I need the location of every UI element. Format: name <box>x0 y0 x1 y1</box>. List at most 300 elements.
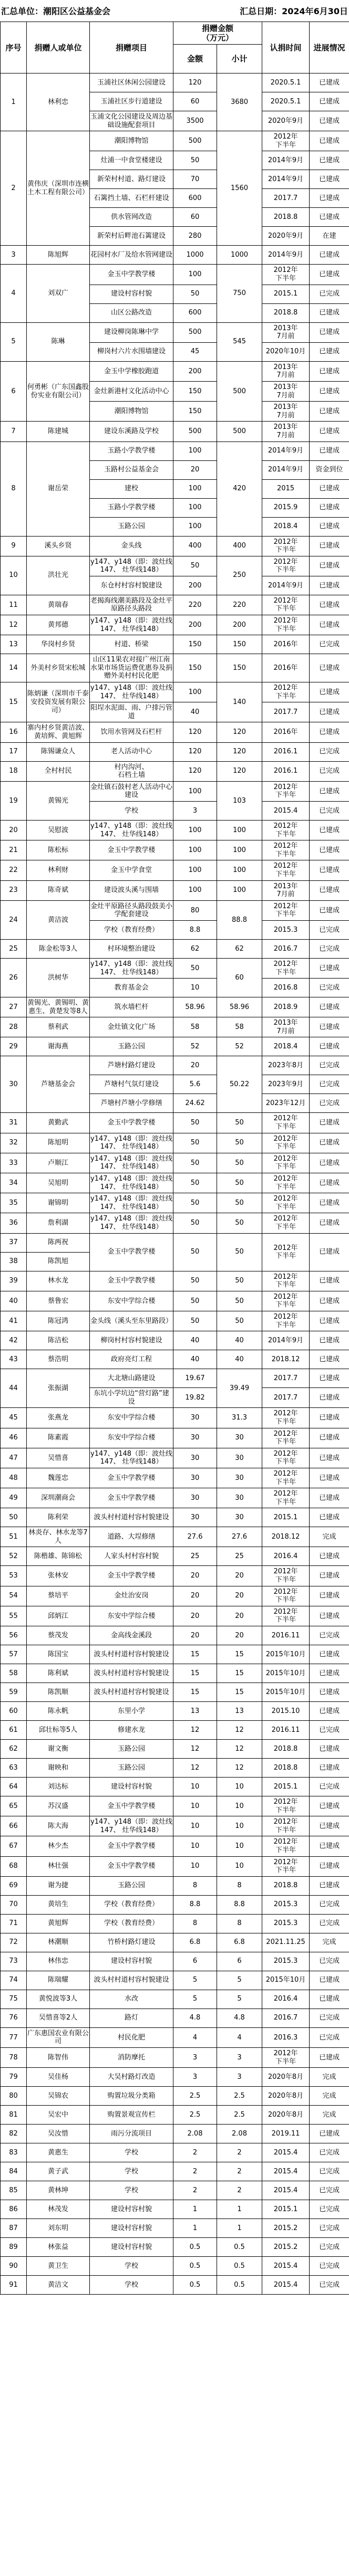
pledge-date: 2012年 下半年 <box>262 1796 310 1816</box>
donor-name: 陈凯顺 <box>27 1683 90 1702</box>
row-number: 25 <box>1 939 27 958</box>
donation-amount: 100 <box>173 880 217 900</box>
donation-amount: 2.5 <box>173 2106 217 2125</box>
donation-amount: 0.5 <box>173 2238 217 2257</box>
pledge-date: 2012年 下半年 <box>262 840 310 860</box>
pledge-date: 2018.4 <box>262 1037 310 1056</box>
donation-amount: 500 <box>173 131 217 151</box>
progress-status: 已建成 <box>310 1606 349 1626</box>
table-row <box>1 1488 349 1508</box>
donation-subtotal: 40 <box>217 1331 262 1350</box>
donation-amount: 150 <box>173 402 217 422</box>
row-number: 71 <box>1 1914 27 1933</box>
project-name: 大吴村路灯改造 <box>90 2068 173 2087</box>
project-name: y147、y148（即：波灶线147、 灶华线148） <box>90 615 173 635</box>
donation-amount: 60 <box>173 92 217 111</box>
donation-subtotal: 500 <box>217 361 262 422</box>
donor-name: 刘达标 <box>27 1778 90 1796</box>
donor-name: 黄惠生 <box>27 2143 90 2162</box>
project-name: 建设村容村貌 <box>90 1778 173 1796</box>
donation-subtotal: 3 <box>217 2068 262 2087</box>
project-name: 金玉中学橡胶跑道 <box>90 361 173 381</box>
donor-name: 陈松标 <box>27 840 90 860</box>
progress-status: 已建成 <box>310 1566 349 1586</box>
donor-name: 陈楷雄、陈锦松 <box>27 1547 90 1566</box>
donation-amount: 120 <box>173 761 217 781</box>
table-row <box>1 840 349 860</box>
progress-status: 已建成 <box>310 517 349 536</box>
donor-name: 陈建城 <box>27 422 90 441</box>
pledge-date: 2014年9月 <box>262 441 310 460</box>
pledge-date: 2012年 下半年 <box>262 595 310 615</box>
row-number: 67 <box>1 1836 27 1856</box>
donation-amount: 100 <box>173 479 217 498</box>
pledge-date: 2015.2 <box>262 2219 310 2238</box>
project-name: 波头村村道村容村貌建设 <box>90 1664 173 1683</box>
donor-name: 张林安 <box>27 1566 90 1586</box>
table-row <box>1 1508 349 1527</box>
donor-name: 苏汉盛 <box>27 1796 90 1816</box>
table-row <box>1 860 349 880</box>
donor-name: 寨内村乡贤黄洁波、黄培辉、黄旭辉 <box>27 722 90 742</box>
donation-amount: 25 <box>173 1547 217 1566</box>
pledge-date: 2012年 下半年 <box>262 1428 310 1448</box>
pledge-date: 2015年10月 <box>262 1971 310 1990</box>
row-number: 73 <box>1 1952 27 1971</box>
pledge-date: 2016.1 <box>262 761 310 781</box>
project-name: 金玉中学教学楼 <box>90 1856 173 1876</box>
pledge-date: 2012年 下半年 <box>262 2047 310 2067</box>
donation-amount: 20 <box>173 1586 217 1606</box>
row-number: 15 <box>1 682 27 722</box>
pledge-date: 2015年10月 <box>262 1664 310 1683</box>
project-name: 芦塘村芦塘小学修缮 <box>90 1094 173 1113</box>
donation-subtotal: 8 <box>217 1914 262 1933</box>
project-name: 金玉中学教学楼 <box>90 1796 173 1816</box>
project-name: 学校 <box>90 2143 173 2162</box>
progress-status: 已完成 <box>310 2027 349 2047</box>
project-name: 消防摩托 <box>90 2047 173 2067</box>
donation-amount: 20 <box>173 1626 217 1645</box>
table-row <box>1 1291 349 1311</box>
donation-amount: 50 <box>173 1213 217 1233</box>
row-number: 1 <box>1 73 27 131</box>
table-row <box>1 900 349 920</box>
project-name: 金玉中学教学楼 <box>90 1468 173 1488</box>
row-number: 72 <box>1 1933 27 1952</box>
project-name: 金灶镇文化广场 <box>90 1017 173 1037</box>
donor-name: 张振湖 <box>27 1369 90 1408</box>
pledge-date: 2013年 7月前 <box>262 422 310 441</box>
donor-name: 外美村乡贤宋松城 <box>27 654 90 682</box>
project-name: 学校 <box>90 2181 173 2200</box>
donation-amount: 50 <box>173 1291 217 1311</box>
table-row <box>1 1056 349 1075</box>
table-row <box>1 2027 349 2047</box>
row-number: 33 <box>1 1153 27 1173</box>
project-name: 波头村村道村容村貌建设 <box>90 1508 173 1527</box>
donor-name: 黄旭辉 <box>27 1914 90 1933</box>
row-number: 79 <box>1 2068 27 2087</box>
row-number: 43 <box>1 1350 27 1369</box>
progress-status: 已建成 <box>310 1350 349 1369</box>
donor-name: 张燕龙 <box>27 1408 90 1428</box>
table-row <box>1 1448 349 1468</box>
row-number: 85 <box>1 2181 27 2200</box>
project-name: y147、y148（即：波灶线147、 灶华线148） <box>90 1193 173 1213</box>
donation-amount: 20 <box>173 1056 217 1075</box>
row-number: 37 <box>1 1233 27 1252</box>
donor-name: 刘双广 <box>27 265 90 322</box>
donation-amount: 30 <box>173 1428 217 1448</box>
pledge-date: 2016.11 <box>262 1721 310 1740</box>
project-name: 玉路小学教学楼 <box>90 441 173 460</box>
progress-status: 已建成 <box>310 958 349 978</box>
table-row <box>1 2200 349 2219</box>
donation-subtotal: 150 <box>217 654 262 682</box>
pledge-date: 2018.8 <box>262 208 310 227</box>
project-name: 修建水龙 <box>90 1721 173 1740</box>
table-row <box>1 1193 349 1213</box>
project-name: 阳埕水泥面、雨、户排污管道 <box>90 702 173 722</box>
table-row <box>1 1971 349 1990</box>
donor-name: 陈旭辉 <box>27 246 90 265</box>
row-number: 30 <box>1 1056 27 1113</box>
table-body <box>1 73 349 2295</box>
pledge-date: 2017.7 <box>262 1369 310 1388</box>
project-name: 东里小学 <box>90 1702 173 1721</box>
summary-unit: 汇总单位：潮阳区公益基金会 <box>1 6 111 16</box>
pledge-date: 2012年 下半年 <box>262 131 310 151</box>
progress-status: 已建成 <box>310 1369 349 1388</box>
col-header-amount-group: 捐赠金额 （万元） <box>173 22 262 45</box>
pledge-date: 2012年 下半年 <box>262 1311 310 1331</box>
donation-amount: 45 <box>173 342 217 361</box>
donation-amount: 2 <box>173 2162 217 2181</box>
donation-subtotal: 15 <box>217 1664 262 1683</box>
row-number: 75 <box>1 1990 27 2009</box>
project-name: 石篱挡土墙、石栏杆建设 <box>90 189 173 208</box>
progress-status: 已完成 <box>310 2200 349 2219</box>
project-name: 购置景观宣传栏 <box>90 2106 173 2125</box>
project-name: 新荣村后畔池石篱建设 <box>90 227 173 246</box>
summary-date: 汇总日期：2024年6月30日 <box>240 6 348 16</box>
pledge-date: 2018.4 <box>262 517 310 536</box>
pledge-date: 2012年 下半年 <box>262 1233 310 1271</box>
row-number: 19 <box>1 781 27 820</box>
pledge-date: 2020年10月 <box>262 342 310 361</box>
donation-amount: 50 <box>173 1133 217 1153</box>
progress-status: 已建成 <box>310 1388 349 1408</box>
progress-status: 已完成 <box>310 1056 349 1075</box>
project-name: y147、y148（即：波灶线147、 灶华线148） <box>90 820 173 840</box>
progress-status: 已建成 <box>310 1759 349 1778</box>
pledge-date: 2019.11 <box>262 2125 310 2143</box>
donation-amount: 20 <box>173 1606 217 1626</box>
progress-status: 已建成 <box>310 1291 349 1311</box>
donation-amount: 5 <box>173 1971 217 1990</box>
table-row <box>1 2238 349 2257</box>
donation-amount: 5 <box>173 1990 217 2009</box>
project-name: 东安中学综合楼 <box>90 1291 173 1311</box>
donation-subtotal: 4.8 <box>217 2009 262 2027</box>
pledge-date: 2012年 下半年 <box>262 958 310 978</box>
col-header-donor: 捐赠人或单位 <box>27 22 90 73</box>
progress-status: 已完成 <box>310 1626 349 1645</box>
donation-subtotal: 25 <box>217 1547 262 1566</box>
donation-subtotal: 1000 <box>217 246 262 265</box>
progress-status: 已完成 <box>310 2238 349 2257</box>
project-name: y147、y148（即：波灶线147、 灶华线148） <box>90 1448 173 1468</box>
donor-name: 林利财 <box>27 860 90 880</box>
donor-name: 谢海燕 <box>27 1037 90 1056</box>
donation-subtotal: 2.5 <box>217 2087 262 2106</box>
donation-amount: 2.5 <box>173 2087 217 2106</box>
project-name: 花园村水厂及给水管网建设 <box>90 246 173 265</box>
row-number: 50 <box>1 1508 27 1527</box>
progress-status: 已建成 <box>310 1113 349 1133</box>
table-row <box>1 1113 349 1133</box>
project-name: 建设东溪路及学校 <box>90 422 173 441</box>
row-number: 84 <box>1 2162 27 2181</box>
donation-amount: 10 <box>173 1778 217 1796</box>
row-number: 23 <box>1 880 27 900</box>
table-row <box>1 1428 349 1448</box>
donor-name: 黄卫生 <box>27 2257 90 2276</box>
donation-amount: 100 <box>173 265 217 285</box>
donor-name: 吴慰波 <box>27 820 90 840</box>
row-number: 55 <box>1 1606 27 1626</box>
row-number: 3 <box>1 246 27 265</box>
progress-status: 已建成 <box>310 1213 349 1233</box>
donation-amount: 2 <box>173 2181 217 2200</box>
row-number: 21 <box>1 840 27 860</box>
row-number: 81 <box>1 2106 27 2125</box>
table-row <box>1 1527 349 1547</box>
pledge-date: 2015.3 <box>262 920 310 939</box>
project-name: 学校（教育经费） <box>90 1895 173 1914</box>
donation-amount: 150 <box>173 381 217 401</box>
donation-amount: 8 <box>173 1914 217 1933</box>
donation-subtotal: 50 <box>217 1193 262 1213</box>
table-row <box>1 1566 349 1586</box>
table-row <box>1 595 349 615</box>
donor-name: 黄培生 <box>27 1895 90 1914</box>
project-name: 村民化肥 <box>90 2027 173 2047</box>
progress-status: 已建成 <box>310 1468 349 1488</box>
project-name: y147、y148（即：波灶线147、 灶华线148） <box>90 1816 173 1836</box>
pledge-date: 2012年 下半年 <box>262 536 310 556</box>
table-row <box>1 1153 349 1173</box>
donor-name: 黄林坤 <box>27 2181 90 2200</box>
donation-subtotal: 140 <box>217 682 262 722</box>
project-name: 老揭海线潮美路段及金灶平原路径头路段 <box>90 595 173 615</box>
donation-amount: 220 <box>173 595 217 615</box>
row-number: 70 <box>1 1895 27 1914</box>
progress-status: 已建成 <box>310 556 349 576</box>
donation-amount: 24.62 <box>173 1094 217 1113</box>
donation-amount: 100 <box>173 682 217 702</box>
pledge-date: 2012年 下半年 <box>262 265 310 285</box>
donation-amount: 0.5 <box>173 2276 217 2295</box>
progress-status: 已建成 <box>310 654 349 682</box>
pledge-date: 2012年 下半年 <box>262 1291 310 1311</box>
donor-name: 广东惠国农业有限公司 <box>27 2027 90 2047</box>
progress-status: 已完成 <box>310 1895 349 1914</box>
donation-amount: 200 <box>173 576 217 595</box>
donation-subtotal: 50 <box>217 1233 262 1271</box>
table-row <box>1 1721 349 1740</box>
project-name: 村内沟河、 石档土墙 <box>90 761 173 781</box>
progress-status: 已建成 <box>310 1488 349 1508</box>
project-name: 水改 <box>90 1990 173 2009</box>
pledge-date: 2012年 下半年 <box>262 682 310 702</box>
donation-amount: 100 <box>173 781 217 801</box>
table-row <box>1 2087 349 2106</box>
progress-status: 已完成 <box>310 2181 349 2200</box>
donation-subtotal: 2.5 <box>217 2106 262 2125</box>
pledge-date: 2015.4 <box>262 801 310 820</box>
donation-subtotal: 88.8 <box>217 900 262 939</box>
row-number: 54 <box>1 1586 27 1606</box>
row-number: 11 <box>1 595 27 615</box>
project-name: 波头村村道村容村貌建设 <box>90 1645 173 1664</box>
donation-subtotal: 100 <box>217 860 262 880</box>
row-number: 40 <box>1 1291 27 1311</box>
donor-name: 蔡茂发 <box>27 1626 90 1645</box>
donor-name: 洪壮光 <box>27 556 90 595</box>
donation-amount: 200 <box>173 615 217 635</box>
donation-subtotal: 500 <box>217 422 262 441</box>
row-number: 38 <box>1 1252 27 1271</box>
project-name: 建设村容村貌 <box>90 2219 173 2238</box>
donation-subtotal: 20 <box>217 1626 262 1645</box>
donation-subtotal: 39.49 <box>217 1369 262 1408</box>
progress-status: 已完成 <box>310 920 349 939</box>
project-name: 建设波头溪与围墙 <box>90 880 173 900</box>
progress-status: 已建成 <box>310 208 349 227</box>
table-row <box>1 1350 349 1369</box>
donation-subtotal: 6 <box>217 1952 262 1971</box>
donor-name: 吴惜喜等2人 <box>27 2009 90 2027</box>
progress-status: 已建成 <box>310 246 349 265</box>
row-number: 80 <box>1 2087 27 2106</box>
pledge-date: 2017.7 <box>262 1388 310 1408</box>
donation-subtotal: 50 <box>217 1133 262 1153</box>
donor-name: 邱炳江 <box>27 1606 90 1626</box>
table-row <box>1 1816 349 1836</box>
project-name: 金灶治安岗 <box>90 1586 173 1606</box>
donor-name: 陈素霞 <box>27 1428 90 1448</box>
project-name: 玉路小学教学楼 <box>90 498 173 517</box>
pledge-date: 2016年 <box>262 654 310 682</box>
donation-amount: 12 <box>173 1759 217 1778</box>
pledge-date: 2015年10月 <box>262 1645 310 1664</box>
donation-subtotal: 31.3 <box>217 1408 262 1428</box>
project-name: 学校 <box>90 2257 173 2276</box>
pledge-date: 2013年 7月前 <box>262 361 310 381</box>
donation-amount: 150 <box>173 654 217 682</box>
donation-subtotal: 120 <box>217 761 262 781</box>
row-number: 42 <box>1 1331 27 1350</box>
row-number: 83 <box>1 2143 27 2162</box>
table-row <box>1 2125 349 2143</box>
donor-name: 陈炳谦（深圳市千泰安投资发展有限公司） <box>27 682 90 722</box>
donation-subtotal: 545 <box>217 322 262 361</box>
donation-amount: 280 <box>173 227 217 246</box>
progress-status: 已完成 <box>310 635 349 654</box>
donation-amount: 6.8 <box>173 1933 217 1952</box>
pledge-date: 2012年 下半年 <box>262 1468 310 1488</box>
donation-amount: 3 <box>173 2047 217 2067</box>
donor-name: 陈利荣 <box>27 1508 90 1527</box>
donation-subtotal: 1 <box>217 2219 262 2238</box>
progress-status: 在建 <box>310 227 349 246</box>
project-name: y147、y148（即：波灶线147、 灶华线148） <box>90 958 173 978</box>
table-row <box>1 1133 349 1153</box>
row-number: 2 <box>1 131 27 246</box>
progress-status: 已建成 <box>310 322 349 342</box>
pledge-date: 2014年9月 <box>262 151 310 170</box>
table-row <box>1 1173 349 1193</box>
donation-amount: 1 <box>173 2200 217 2219</box>
project-name: 政府亮灯工程 <box>90 1350 173 1369</box>
donor-name: 陈瑞耀 <box>27 1971 90 1990</box>
pledge-date: 2023年9月 <box>262 1075 310 1094</box>
donor-name: 谢为捷 <box>27 1876 90 1895</box>
progress-status: 已建成 <box>310 1836 349 1856</box>
project-name: 学校（教育经费） <box>90 920 173 939</box>
donation-amount: 600 <box>173 303 217 322</box>
pledge-date: 2014年9月 <box>262 460 310 479</box>
donation-amount: 400 <box>173 536 217 556</box>
progress-status: 已完成 <box>310 2009 349 2027</box>
donor-name: 蔡鲁宏 <box>27 1291 90 1311</box>
donation-amount: 3 <box>173 801 217 820</box>
donor-name: 洪树华 <box>27 958 90 997</box>
donor-name: 陈利斌 <box>27 1664 90 1683</box>
table-row <box>1 1331 349 1350</box>
progress-status: 已建成 <box>310 595 349 615</box>
table-row <box>1 2047 349 2067</box>
project-name: 竹桥村路灯建设 <box>90 1933 173 1952</box>
pledge-date: 2012年 下半年 <box>262 1836 310 1856</box>
project-name: 东安中学综合楼 <box>90 1428 173 1448</box>
donor-name: 陈金松等3人 <box>27 939 90 958</box>
project-name: 玉浦文化公园建设及周边基础设施配套项目 <box>90 111 173 131</box>
pledge-date: 2016.7 <box>262 939 310 958</box>
donor-name: 陈凯旭 <box>27 1252 90 1271</box>
pledge-date: 2015.4 <box>262 2143 310 2162</box>
pledge-date: 2015.4 <box>262 2276 310 2295</box>
donation-amount: 27.6 <box>173 1527 217 1547</box>
project-name: 金玉中学教学楼 <box>90 1113 173 1133</box>
table-row <box>1 322 349 342</box>
table-row <box>1 1683 349 1702</box>
donation-subtotal: 3680 <box>217 73 262 131</box>
donation-amount: 8 <box>173 1876 217 1895</box>
project-name: 东坑小学坑边“营灯路”建设 <box>90 1388 173 1408</box>
donor-name: 全村村民 <box>27 761 90 781</box>
project-name: 金玉中学教学楼 <box>90 1566 173 1586</box>
row-number: 63 <box>1 1759 27 1778</box>
project-name: 柳岗村村容村貌建设 <box>90 1331 173 1350</box>
pledge-date: 2016.1 <box>262 742 310 761</box>
donation-amount: 80 <box>173 900 217 920</box>
col-header-subtotal: 小计 <box>217 45 262 73</box>
progress-status: 已建成 <box>310 900 349 920</box>
donation-amount: 0.5 <box>173 2257 217 2276</box>
